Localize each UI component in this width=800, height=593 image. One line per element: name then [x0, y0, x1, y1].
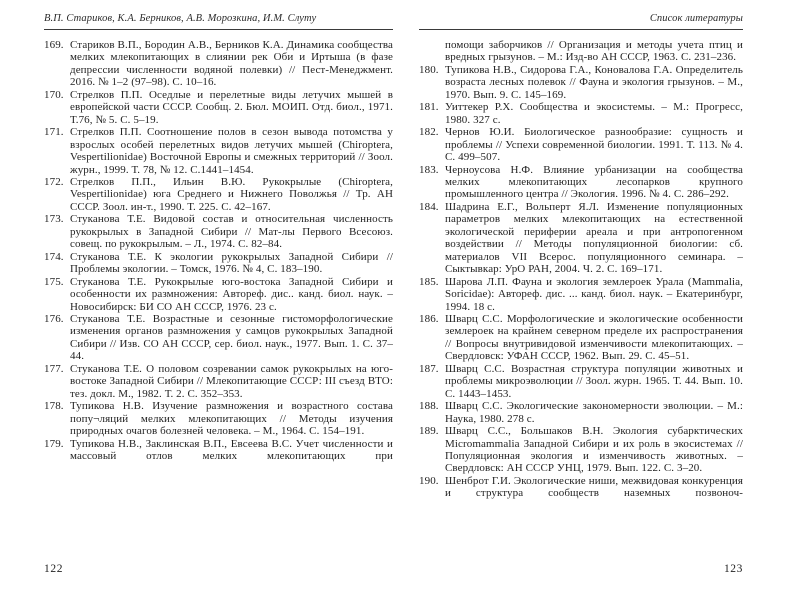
entry-183-number: 183. — [419, 163, 439, 176]
reference-list-right — [419, 39, 743, 500]
entry-181-number: 181. — [419, 101, 439, 114]
entry-169-text: Стариков В.П., Бородин А.В., Берников К.А. Динамика сообщества мелких млекопитающих в слиянии рек Оби и Иртыша (в фазе депрессии численности водяной полевки) // Пест-Менеджмент. 2016. № 1–2 (97–98). С. 10–16. — [70, 39, 393, 89]
entry-189-number: 189. — [419, 425, 439, 438]
entry-190-number: 190. — [419, 474, 439, 487]
entry-186 — [419, 313, 743, 363]
entry-169 — [44, 39, 393, 89]
entry-169-number: 169. — [44, 39, 64, 51]
header-rule-left — [44, 29, 393, 30]
page-left — [44, 13, 393, 581]
entry-173-number: 173. — [44, 213, 64, 226]
entry-189 — [419, 425, 743, 475]
entry-187-number: 187. — [419, 362, 439, 375]
entry-186-text: Шварц С.С. Морфологические и экологические особенности землероек на крайнем северном пределе их распространения // Вопросы внутривидовой изменчивости млекопитающих. – Свердловск: УФАН СССР, 1962. Вып. 29. С. 45–51. — [445, 312, 743, 363]
entry-171-text: Стрелков П.П. Соотношение полов в сезон вывода потомства у взрослых особей перелетных видов летучих мышей (Chiroptera, Vespertilionidae) Восточной Европы и смежных территорий // Зоол. журн., 1999. Т. 78, № 12. С.1441–1454. — [70, 126, 393, 176]
running-head-authors: В.П. Стариков, К.А. Берников, А.В. Морозкина, И.М. Слуту — [44, 13, 317, 24]
entry-181 — [419, 101, 743, 126]
entry-175 — [44, 276, 393, 313]
entry-172-number: 172. — [44, 175, 64, 188]
entry-172 — [44, 176, 393, 213]
entry-174-text: Стуканова Т.Е. К экологии рукокрылых Западной Сибири // Проблемы экологии. – Томск, 1976. № 4, С. 183–190. — [70, 250, 393, 276]
entry-181-text: Уиттекер Р.Х. Сообщества и экосистемы. – М.: Прогресс, 1980. 327 с. — [445, 101, 743, 126]
entry-182 — [419, 126, 743, 163]
entry-173 — [44, 213, 393, 250]
entry-185-text: Шарова Л.П. Фауна и экология землероек Урала (Mammalia, Soricidae): Автореф. дис. ... канд. биол. наук. – Екатеринбург, 1994. 18 с. — [445, 275, 743, 313]
entry-171 — [44, 126, 393, 176]
entry-176-text: Стуканова Т.Е. Возрастные и сезонные гистоморфологические изменения органов размножения у самцов рукокрылых Западной Сибири // Изв. СО АН СССР, сер. биол. наук., 1977. Вып. 1. С. 37–44. — [70, 312, 393, 363]
entry-171-number: 171. — [44, 126, 64, 139]
entry-177-number: 177. — [44, 362, 64, 375]
entry-185 — [419, 276, 743, 313]
entry-182-text: Чернов Ю.И. Биологическое разнообразие: сущность и проблемы // Успехи современной биологии. 1991. Т. 113. № 4. С. 499–507. — [445, 126, 743, 164]
entry-178 — [44, 400, 393, 437]
entry-170 — [44, 89, 393, 126]
entry-184-text: Шадрина Е.Г., Вольперт Я.Л. Изменение популяционных параметров мелких млекопитающих на естественной экологической периферии ареала и при антропогенном воздействии // Методы популяционной биологии: сб. материалов VII Всерос. популяционного семинара. – Сыктывкар: УрО РАН, 2004. Ч. 2. С. 169–171. — [445, 200, 743, 276]
entry-175-number: 175. — [44, 275, 64, 288]
entry-183-text: Черноусова Н.Ф. Влияние урбанизации на сообщества мелких млекопитающих лесопарков крупного промышленного центра // Экология. 1996. № 4. С. 286–292. — [445, 163, 743, 201]
entry-179-text: Тупикова Н.В., Заклинская В.П., Евсеева В.С. Учет численности и массовый отлов мелких млекопитающих при — [70, 437, 393, 462]
entry-190 — [419, 475, 743, 500]
entry-180-number: 180. — [419, 63, 439, 76]
entry-188-text: Шварц С.С. Экологические закономерности эволюции. – М.: Наука, 1980. 278 с. — [445, 400, 743, 425]
page-number-left: 122 — [44, 563, 64, 575]
running-head-section: Список литературы — [649, 13, 743, 24]
entry-178-number: 178. — [44, 400, 64, 413]
entry-190-text: Шенброт Г.И. Экологические ниши, межвидовая конкуренция и структура сообществ наземных позвоноч- — [445, 474, 743, 500]
reference-list-left — [44, 39, 393, 462]
entry-186-number: 186. — [419, 312, 439, 325]
entry-175-text: Стуканова Т.Е. Рукокрылые юго-востока Западной Сибири и особенности их размножения: Автореф. дис.. канд. биол. наук. – Новосибирск: БИ СО АН СССР, 1976. 23 с. — [70, 275, 393, 313]
entry-189-text: Шварц С.С., Большаков В.Н. Экология субарктических Micromammalia Западной Сибири и их роль в экосистемах // Популяционная экология и изменчивость животных. – Свердловск: АН СССР УНЦ, 1979. Вып. 122. С. 3–20. — [445, 425, 743, 475]
entry-184-number: 184. — [419, 200, 439, 213]
entry-179-continuation-text: помощи заборчиков // Организация и методы учета птиц и вредных грызунов. – М.: Изд-во АН СССР, 1963. С. 231–236. — [445, 39, 743, 64]
entry-177 — [44, 363, 393, 400]
entry-185-number: 185. — [419, 275, 439, 288]
entry-178-text: Тупикова Н.В. Изучение размножения и возрастного состава попу¬ляций мелких млекопитающих // Методы изучения природных очагов болезней человека. – М., 1964. С. 154–191. — [70, 400, 393, 438]
entry-183 — [419, 164, 743, 201]
entry-184 — [419, 201, 743, 276]
entry-187 — [419, 363, 743, 400]
entry-182-number: 182. — [419, 126, 439, 139]
entry-176-number: 176. — [44, 312, 64, 325]
page-right — [419, 13, 743, 581]
entry-179-number: 179. — [44, 437, 64, 450]
entry-170-text: Стрелков П.П. Оседлые и перелетные виды летучих мышей в европейской части СССР. Сообщ. 2. Бюл. МОИП. Отд. биол., 1971. Т.76, № 5. С. 5–19. — [70, 88, 393, 126]
entry-179-continuation — [419, 39, 743, 64]
entry-188 — [419, 400, 743, 425]
entry-172-text: Стрелков П.П., Ильин В.Ю. Рукокрылые (Chiroptera, Vespertilionidae) юга Среднего и Нижнего Поволжья // Тр. АН СССР. Зоол. ин-т., 1990. Т. 225. С. 42–167. — [70, 175, 393, 213]
entry-180 — [419, 64, 743, 101]
entry-174 — [44, 251, 393, 276]
entry-173-text: Стуканова Т.Е. Видовой состав и относительная численность рукокрылых в Западной Сибири // Мат-лы Первого Всесоюз. совещ. по рукокрылым. – Л., 1974. С. 82–84. — [70, 213, 393, 251]
page-number-right: 123 — [723, 563, 743, 575]
entry-180-text: Тупикова Н.В., Сидорова Г.А., Коновалова Г.А. Определитель возраста лесных полевок // Фауна и экология грызунов. – М., 1970. Вып. 9. С. 145–169. — [445, 63, 743, 101]
entry-177-text: Стуканова Т.Е. О половом созревании самок рукокрылых на юго-востоке Западной Сибири // Млекопитающие СССР: III съезд ВТО: тез. докл. М., 1982. Т. 2. С. 352–353. — [70, 362, 393, 400]
entry-179 — [44, 438, 393, 463]
entry-188-number: 188. — [419, 400, 439, 413]
entry-176 — [44, 313, 393, 363]
header-rule-right — [419, 29, 743, 30]
entry-174-number: 174. — [44, 250, 64, 263]
entry-187-text: Шварц С.С. Возрастная структура популяции животных и проблемы микроэволюции // Зоол. журн. 1965. Т. 44. Вып. 10. С. 1443–1453. — [445, 362, 743, 400]
entry-170-number: 170. — [44, 88, 64, 101]
